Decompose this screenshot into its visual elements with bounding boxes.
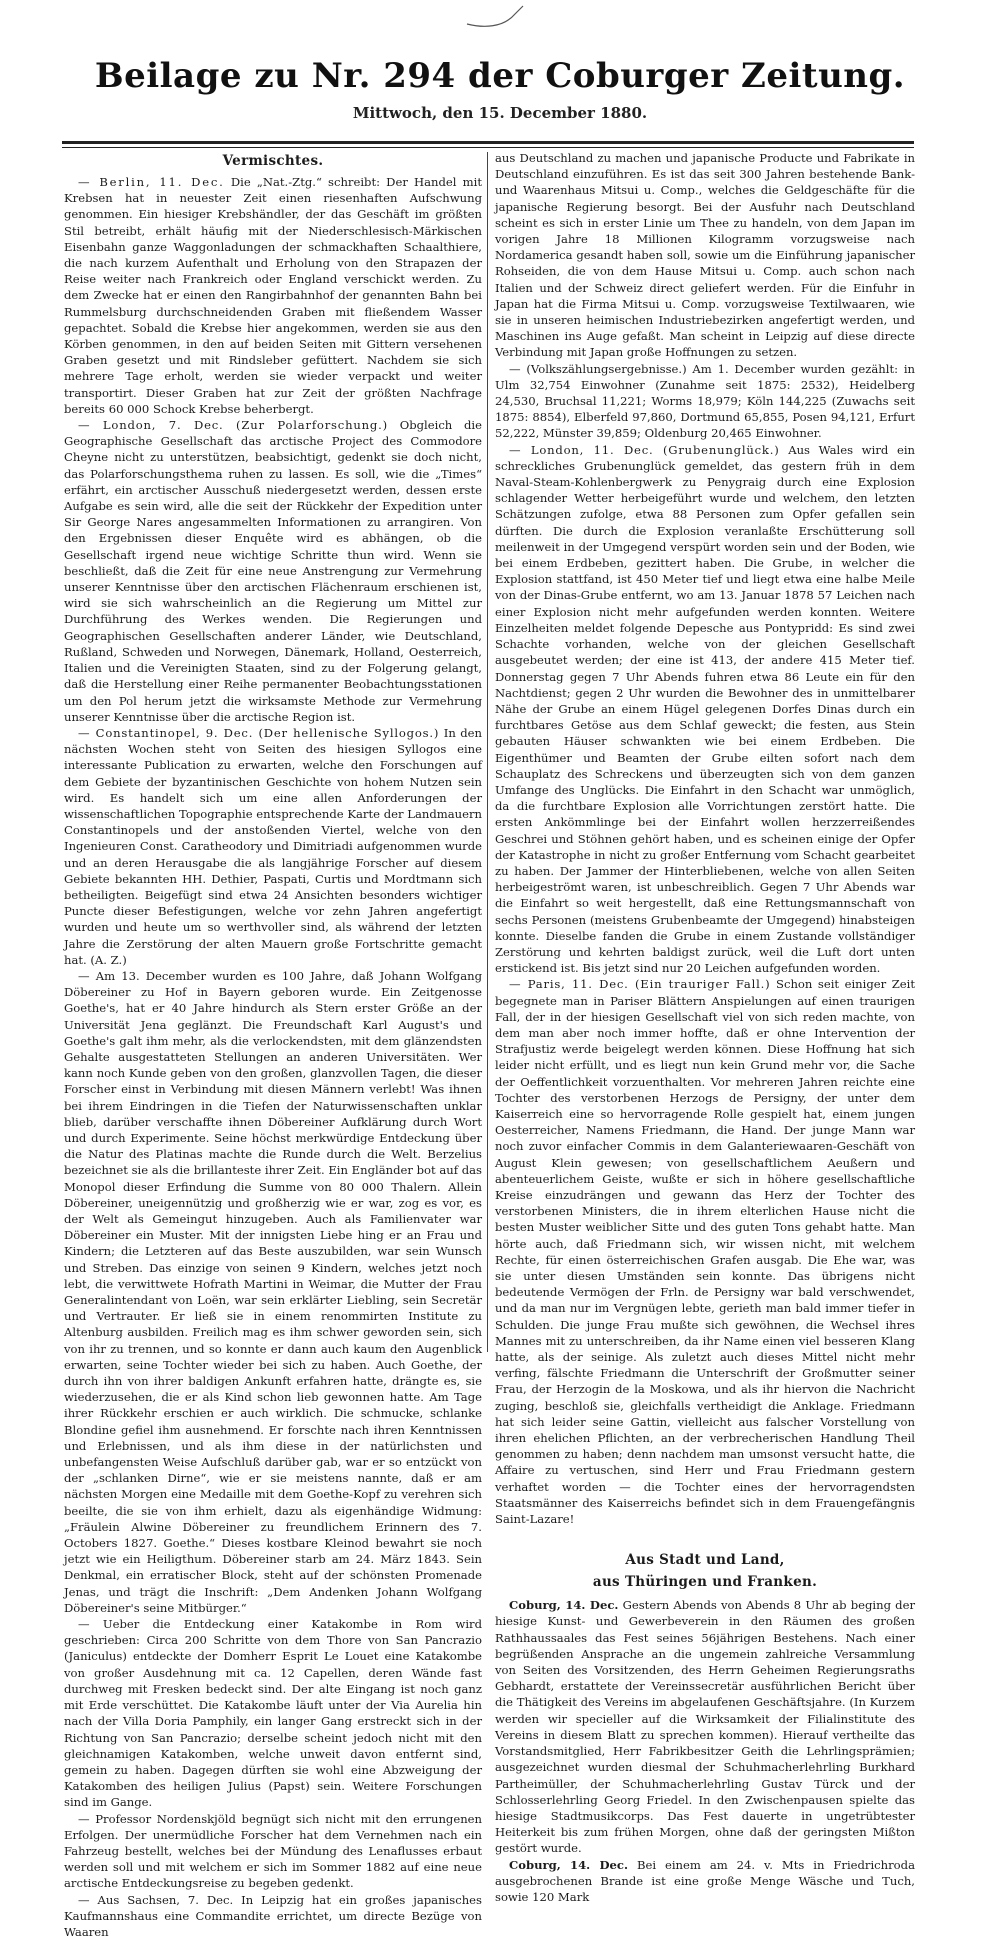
article-constantinopel xyxy=(64,725,482,968)
section-heading-stadt-land: Aus Stadt und Land, xyxy=(625,1552,785,1569)
section-subheading-thueringen: aus Thüringen und Franken. xyxy=(592,1574,818,1591)
article-london-polar-text: Obgleich die Geographische Gesellschaft das arctische Project des Commodore Cheyne nicht zu unterstützen, beabsichtigt, gedenkt sie doch nicht, das Polarforschungsthema ruhen zu lassen. Es soll, wie die „Times“ erfährt, ein arctischer Ausschuß niedergesetzt werden, dessen erste Aufgabe es sein wird, alle die seit der Rückkehr der Expedition unter Sir George Nares angesammelten Informationen zu arrangiren. Von den Ergebnissen dieser Enquête wird es abhängen, ob die Gesellschaft irgend neue wichtige Schritte thun wird. Wenn sie beschließt, daß die Zeit für eine neue Anstrengung zur Vermehrung unserer Kenntnisse über den arctischen Flächenraum erschienen ist, wird sie sich wahrscheinlich an die Regierung um Mittel zur Durchführung des Werkes wenden. Die Regierungen und Geographischen Gesellschaften anderer Länder, wie Deutschland, Rußland, Schweden und Norwegen, Dänemark, Holland, Oesterreich, Italien und die Vereinigten Staaten, sind zu der Folgerung gelangt, daß die Herstellung einer Reihe permanenter Beobachtungsstationen um den Pol herum jetzt die wirksamste Methode zur Vermehrung unserer Kenntnisse über die arctische Region ist. xyxy=(64,418,483,724)
dateline-paris: — Paris, 11. Dec. (Ein trauriger Fall.) xyxy=(509,977,771,992)
left-column xyxy=(64,150,483,1939)
article-constantinopel-text: In den nächsten Wochen steht von Seiten des hiesigen Syllogos eine interessante Publication zu erwarten, welche den Forschungen auf dem Gebiete der byzantinischen Geschichte von hohem Nutzen sein wird. Es handelt sich um eine allen Anforderungen der wissenschaftlichen Topographie entsprechende Karte der Landmauern Constantinopels und der anstoßenden Viertel, welche von den Ingenieuren Const. Caratheodory und Dimitriadi aufgenommen wurde und an deren Herausgabe die als langjährige Forscher auf diesem Gebiete bekannten HH. Dethier, Paspati, Curtis und Mordtmann sich betheiligten. Beigefügt sind etwa 24 Ansichten besonders wichtiger Puncte dieser Befestigungen, welche vor zehn Jahren angefertigt wurden und heute um so werthvoller sind, als während der letzten Jahre die Zerstörung der alten Mauern große Fortschritte gemacht hat. (A. Z.) xyxy=(64,725,483,967)
article-paris xyxy=(495,976,915,1527)
article-katakombe: — Ueber die Entdeckung einer Katakombe in Rom wird geschrieben: Circa 200 Schritte von dem Thore von San Pancrazio (Janiculus) entdeckte der Domherr Esprit Le Louet eine Katakombe von großer Ausdehnung mit ca. 12 Capellen, deren Wände fast durchweg mit Fresken bedeckt sind. Der alte Eingang ist noch ganz mit Erde verschüttet. Die Katakombe läuft unter der Via Aurelia hin nach der Villa Doria Pamphily, ein langer Gang erstreckt sich in der Richtung von San Pancrazio; derselbe scheint jedoch nicht mit den gleichnamigen Katakomben, welche unweit davon entfernt sind, gemein zu haben. Dagegen dürften sie wohl eine Abzweigung der Katakomben des heiligen Julius (Papst) sein. Weitere Forschungen sind im Gange. xyxy=(64,1617,482,1810)
article-berlin-text: Die „Nat.-Ztg.“ schreibt: Der Handel mit Krebsen hat in neuester Zeit einen riesenhaften Aufschwung genommen. Ein hiesiger Krebshändler, der das Geschäft im größten Stil betreibt, erhält häufig mit der Niederschlesisch-Märkischen Eisenbahn ganze Waggonladungen der schmackhaften Schaalthiere, die nach kurzem Aufenthalt und Erholung von den Strapazen der Reise weiter nach Frankreich oder England verschickt werden. Zu dem Zwecke hat er einen den Rangirbahnhof der genannten Bahn bei Rummelsburg durchschneidenden Graben mit fließendem Wasser gepachtet. Sobald die Krebse hier angekommen, werden sie aus den Körben genommen, in den auf beiden Seiten mit Gittern versehenen Graben gesetzt und mit Rindsleber gefüttert. Nachdem sie sich mehrere Tage erholt, werden sie wieder verpackt und weiter transportirt. Dieser Graben hat zur Zeit der größten Nachfrage bereits 60 000 Schock Krebse beherbergt. xyxy=(64,175,482,416)
article-london-grube xyxy=(495,442,915,977)
section-heading-vermischtes: Vermischtes. xyxy=(222,153,324,169)
dateline-berlin: — Berlin, 11. Dec. xyxy=(78,175,225,189)
article-coburg-1-text: Gestern Abends von Abends 8 Uhr ab beging der hiesige Kunst- und Gewerbeverein in den Räumen des großen Rathhaussaales das Fest seines 56jährigen Bestehens. Nach einer begrüßenden Ansprache an die ungemein zahlreiche Versammlung von Seiten des Vorsitzenden, des Herrn Geheimen Regierungsraths Gebhardt, erstattete der Vereinssecretär ausführlichen Bericht über die Thätigkeit des Vereins im abgelaufenen Geschäftsjahre. (In Kurzem werden wir specieller auf die Wirksamkeit der Filialinstitute des Vereins in diesem Blatt zu sprechen kommen). Hierauf vertheilte das Vorstandsmitglied, Herr Fabrikbesitzer Geith die Lehrlingsprämien; ausgezeichnet wurden diesmal der Schuhmacherlehrling Burkhard Partheimüller, der Schuhmacherlehrling Gustav Türck und der Schlosserlehrling Georg Friedel. In den Zwischenpausen spielte das hiesige Stadtmusikcorps. Das Fest dauerte in ungetrübtester Heiterkeit bis zum frühen Morgen, ohne daß der geringsten Mißton gestört wurde. xyxy=(495,1598,915,1856)
article-coburg-2 xyxy=(495,1857,915,1906)
article-coburg-1 xyxy=(495,1597,915,1856)
masthead-title: Beilage zu Nr. 294 der Coburger Zeitung. xyxy=(94,56,906,96)
article-volkszaehlung: — (Volkszählungsergebnisse.) Am 1. December wurden gezählt: in Ulm 32,754 Einwohner (Zunahme seit 1875: 2532), Heidelberg 24,530, Bruchsal 11,221; Worms 18,979; Köln 144,225 (Zuwachs seit 1875: 8854), Elberfeld 97,860, Dortmund 65,855, Posen 94,121, Erfurt 52,222, Münster 39,859; Oldenburg 20,465 Einwohner. xyxy=(495,361,915,441)
column-divider xyxy=(487,152,488,1352)
article-doebereiner: — Am 13. December wurden es 100 Jahre, daß Johann Wolfgang Döbereiner zu Hof in Bayern geboren wurde. Ein Zeitgenosse Goethe's, hat er 40 Jahre hindurch als Stern erster Größe an der Universität Jena geglänzt. Die Freundschaft Karl August's und Goethe's galt ihm mehr, als die verlockendsten, mit dem glänzendsten Gehalte ausgestatteten Stellungen an anderen Universitäten. Wer kann noch Kunde geben von den großen, glanzvollen Tagen, die dieser Forscher einst in Verbindung mit diesen Männern verlebt! Was ihnen bei ihrem Eindringen in die Tiefen der Naturwissenschaften unklar blieb, darüber verschaffte ihnen Döbereiner Aufklärung durch Wort und durch Experimente. Seine höchst merkwürdige Entdeckung über die Natur des Platinas machte die Runde durch die Welt. Berzelius bezeichnet sie als die brillanteste ihrer Zeit. Ein Engländer bot auf das Monopol dieser Erfindung die Summe von 80 000 Thalern. Allein Döbereiner, uneigennützig und großherzig wie er war, zog es vor, es der Welt als Gemeingut hinzugeben. Auch als Familienvater war Döbereiner ein Muster. Mit der innigsten Liebe hing er an Frau und Kindern; die Letzteren auf das Beste auszubilden, war sein Wunsch und Streben. Das einzige von seinen 9 Kindern, welches jetzt noch lebt, die verwittwete Hofrath Martini in Weimar, die Mutter der Frau Generalintendant von Loën, war sein erklärter Liebling, sein Secretär und Vertrauter. Er ließ sie in einem renommirten Institute zu Altenburg ausbilden. Freilich mag es ihm schwer geworden sein, sich von ihr zu trennen, und so konnte er dann auch kaum den Augenblick erwarten, seine Tochter wieder bei sich zu haben. Auch Goethe, der durch ihn von ihrer baldigen Ankunft erfahren hatte, drängte es, sie wiederzusehen, die er als Kind schon lieb gewonnen hatte. Am Tage ihrer Rückkehr erschien er auch wirklich. Die schmucke, schlanke Blondine gefiel ihm ausnehmend. Er forschte nach ihren Kenntnissen und Erlebnissen, und als ihm diese in der natürlichsten und unbefangensten Weise Aufschluß darüber gab, war er so entzückt von der „schlanken Dirne“, wie er sie meistens nannte, daß er am nächsten Morgen eine Medaille mit dem Goethe-Kopf zu verehren sich beeilte, die sie von ihm erhielt, dazu als eigenhändige Widmung: „Fräulein Alwine Döbereiner zu freundlichem Erinnern des 7. Octobers 1827. Goethe.“ Dieses kostbare Kleinod bewahrt sie noch jetzt wie ein Heiligthum. Döbereiner starb am 24. März 1843. Sein Denkmal, ein erratischer Block, steht auf der schönsten Promenade Jenas, und trägt die Inschrift: „Dem Andenken Johann Wolfgang Döbereiner's seine Mitbürger.“ xyxy=(64,968,482,1615)
dateline-london-grube: — London, 11. Dec. (Grubenunglück.) xyxy=(509,442,780,457)
article-paris-text: Schon seit einiger Zeit begegnete man in Pariser Blättern Anspielungen auf einen traurigen Fall, der in der hiesigen Gesellschaft viel von sich reden machte, von dem man aber noch immer hoffte, daß er ohne Intervention der Strafjustiz werde beigelegt werden können. Diese Hoffnung hat sich leider nicht erfüllt, und es liegt nun kein Grund mehr vor, die Sache der Oeffentlichkeit vorzuenthalten. Vor mehreren Jahren reichte eine Tochter des verstorbenen Herzogs de Persigny, der unter dem Kaiserreich eine so hervorragende Rolle gespielt hat, einem jungen Oesterreicher, Namens Friedmann, die Hand. Der junge Mann war noch zuvor einfacher Commis in dem Galanteriewaaren-Geschäft von August Klein gewesen; von gesellschaftlichem Aeußern und abenteuerlichem Geiste, wußte er sich in höhere gesellschaftliche Kreise einzudrängen und gewann das Herz der Tochter des verstorbenen Ministers, die in ihrem elterlichen Hause nicht die besten Muster weiblicher Sitte und des guten Tons gehabt hatte. Man hörte auch, daß Friedmann sich, wir wissen nicht, mit welchem Rechte, für einen österreichischen Grafen ausgab. Die Ehe war, was sie unter diesen Umständen sein konnte. Das übrigens nicht bedeutende Vermögen der Frln. de Persigny war bald verschwendet, und da man nur im Vergnügen lebte, gerieth man bald immer tiefer in Schulden. Die junge Frau mußte sich gewöhnen, die Wechsel ihres Mannes mit zu unterschreiben, da ihr Name einen viel besseren Klang hatte, als der seinige. Als zuletzt auch dieses Mittel nicht mehr verfing, fälschte Friedmann die Unterschrift der Großmutter seiner Frau, der Herzogin de la Moskowa, und als ihr hiervon die Nachricht zuging, beschloß sie, gleichfalls vertheidigt die Anklage. Friedmann hat sich leider seine Gattin, vielleicht aus falscher Vorstellung von ihren ehelichen Pflichten, an der verbrecherischen Handlung Theil genommen zu haben; denn nachdem man umsonst versucht hatte, die Affaire zu vertuschen, sind Herr und Frau Friedmann gestern verhaftet worden — die Tochter eines der hervorragendsten Staatsmänner des Kaiserreichs befindet sich in dem Frauengefängnis Saint-Lazare! xyxy=(495,977,916,1527)
dateline-london-polar: — London, 7. Dec. (Zur Polarforschung.) xyxy=(78,418,388,433)
article-london-grube-text: Aus Wales wird ein schreckliches Grubenunglück gemeldet, das gestern früh in dem Naval-Steam-Kohlenbergwerk zu Penygraig durch eine Explosion schlagender Wetter herbeigeführt wurde und welchem, den letzten Schätzungen zufolge, etwa 88 Personen zum Opfer gefallen sein dürften. Die durch die Explosion veranlaßte Erschütterung soll meilenweit in der Umgegend verspürt worden sein und der Boden, wie bei einem Erdbeben, gezittert haben. Die Grube, in welcher die Explosion stattfand, ist 450 Meter tief und liegt etwa eine halbe Meile von der Dinas-Grube entfernt, wo am 13. Januar 1878 57 Leichen nach einer Explosion nicht mehr aufgefunden werden konnten. Weitere Einzelheiten meldet folgende Depesche aus Pontypridd: Es sind zwei Schachte vorhanden, welche von der gleichen Gesellschaft ausgebeutet werden; der eine ist 413, der andere 415 Meter tief. Donnerstag gegen 7 Uhr Abends fuhren etwa 86 Leute ein für den Nachtdienst; gegen 2 Uhr wurden die Bewohner des in unmittelbarer Nähe der Grube an einem Hügel gelegenen Dorfes Dinas durch ein furchtbares Getöse aus dem Schlaf geweckt; die festen, aus Stein gebauten Häuser schwankten wie bei einem Erdbeben. Die Eigenthümer und Beamten der Grube eilten sofort nach dem Schauplatz des Schreckens und überzeugten sich von dem ganzen Umfange des Unglücks. Die Einfahrt in den Schacht war unmöglich, da die furchtbare Explosion alle Vorrichtungen zerstört hatte. Die ersten Ankömmlinge bei der Einfahrt wollen herzzerreißendes Geschrei und Stöhnen gehört haben, und es scheinen einige der Opfer der Katastrophe in nicht zu großer Entfernung vom Schacht gearbeitet zu haben. Der Jammer der Hinterbliebenen, welche von allen Seiten herbeigeströmt waren, ist unbeschreiblich. Gegen 7 Uhr Abends war die Einfahrt so weit hergestellt, daß eine Rettungsmannschaft von sechs Personen (meistens Grubenbeamte der Umgegend) hinabsteigen konnte. Dieselbe fanden die Grube in einem Zustande vollständiger Zerstörung und kehrten baldigst zurück, weil die Luft dort unten erstickend ist. Bis jetzt sind nur 20 Leichen aufgefunden worden. xyxy=(495,442,915,976)
dateline-constantinopel: — Constantinopel, 9. Dec. (Der hellenische Syllogos.) xyxy=(78,725,440,740)
pencil-mark-icon xyxy=(463,4,533,32)
right-column xyxy=(495,150,916,1904)
header-rule-thick xyxy=(62,141,914,144)
dateline-coburg-2: Coburg, 14. Dec. xyxy=(509,1857,629,1872)
article-berlin xyxy=(64,174,482,417)
issue-date: Mittwoch, den 15. December 1880. xyxy=(352,104,648,122)
article-sachsen-continued: aus Deutschland zu machen und japanische Producte und Fabrikate in Deutschland einzuführen. Es ist das seit 300 Jahren bestehende Bank- und Waarenhaus Mitsui u. Comp., welches die Geldgeschäfte für die japanische Regierung besorgt. Bei der Ausfuhr nach Deutschland scheint es sich in erster Linie um Thee zu handeln, von dem Japan im vorigen Jahre 18 Millionen Kilogramm vorzugsweise nach Nordamerica gesandt haben soll, sowie um die Einführung japanischer Rohseiden, die von dem Hause Mitsui u. Comp. auch schon nach Italien und der Schweiz direct geliefert werden. Für die Einfuhr in Japan hat die Firma Mitsui u. Comp. vorzugsweise Textilwaaren, wie sie in unseren heimischen Industriebezirken angefertigt werden, und Maschinen ins Auge gefaßt. Man scheint in Leipzig auf diese directe Verbindung mit Japan große Hoffnungen zu setzen. xyxy=(495,151,915,360)
dateline-coburg-1: Coburg, 14. Dec. xyxy=(509,1598,619,1613)
header-rule-thin xyxy=(62,147,914,148)
article-london-polar xyxy=(64,417,482,725)
article-nordenskjoeld: — Professor Nordenskjöld begnügt sich nicht mit den errungenen Erfolgen. Der unermüdliche Forscher hat dem Vernehmen nach ein Fahrzeug bestellt, welches bei der Mündung des Lenaflusses erbaut werden soll und mit welchem er sich im Sommer 1882 auf eine neue arctische Entdeckungsreise zu begeben gedenkt. xyxy=(64,1811,482,1891)
article-coburg-2-text: Bei einem am 24. v. Mts in Friedrichroda ausgebrochenen Brande ist eine große Menge Wäsche und Tuch, sowie 120 Mark xyxy=(495,1857,915,1904)
article-sachsen: — Aus Sachsen, 7. Dec. In Leipzig hat ein großes japanisches Kaufmannshaus eine Commandite errichtet, um directe Bezüge von Waaren xyxy=(64,1892,482,1939)
